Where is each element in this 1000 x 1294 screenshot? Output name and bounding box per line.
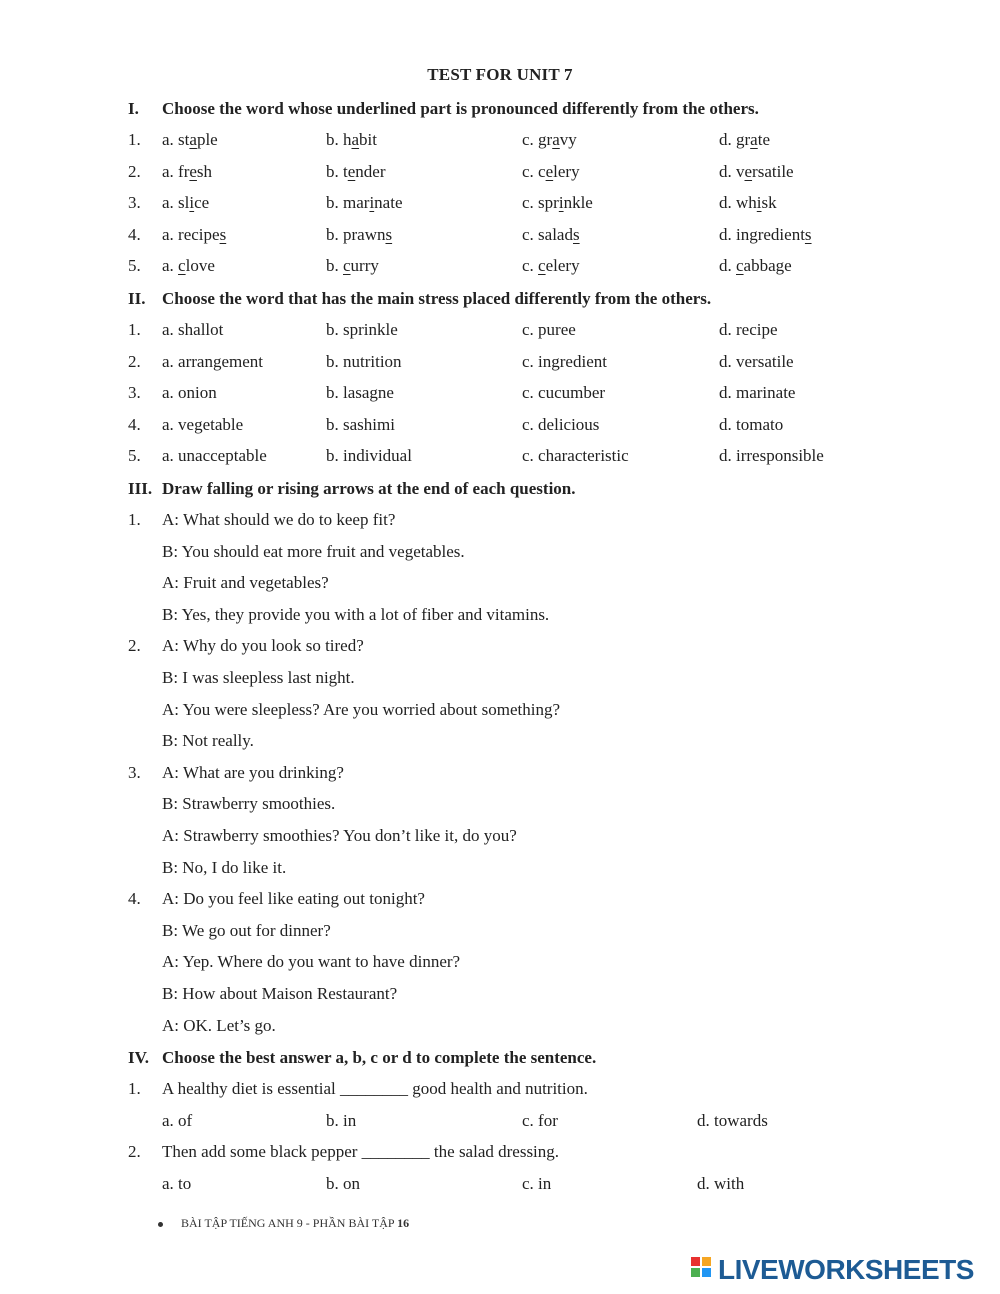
- answer-option[interactable]: [522, 254, 580, 278]
- section-2-header: [0, 287, 1000, 311]
- question-stem: Then add some black pepper ________ the salad dressing.: [162, 1142, 560, 1161]
- brand-name: LIVEWORKSHEETS: [718, 1254, 974, 1285]
- answer-option[interactable]: a. to: [162, 1174, 192, 1193]
- option-text: love: [185, 256, 215, 275]
- dialogue-text: B: You should eat more fruit and vegetables.: [162, 542, 465, 561]
- answer-option[interactable]: [162, 223, 226, 247]
- question-number: 5.: [128, 256, 141, 275]
- dialogue-line: [0, 761, 1000, 785]
- answer-option[interactable]: [162, 160, 212, 184]
- answer-option[interactable]: c. for: [522, 1111, 558, 1130]
- option-text: sk: [761, 193, 777, 212]
- dialogue-line: [0, 729, 1000, 753]
- section-number: I.: [128, 99, 139, 118]
- answer-option[interactable]: d. recipe: [719, 320, 778, 339]
- answer-option[interactable]: d. tomato: [719, 415, 784, 434]
- dialogue-line: [0, 919, 1000, 943]
- answer-option[interactable]: [719, 254, 792, 278]
- answer-option[interactable]: d. irresponsible: [719, 446, 824, 465]
- section-number: IV.: [128, 1048, 149, 1067]
- dialogue-line: [0, 792, 1000, 816]
- question-number: 2.: [128, 162, 141, 181]
- question-number: 2.: [128, 1142, 141, 1161]
- section-number: II.: [128, 289, 146, 308]
- answer-option[interactable]: d. with: [697, 1174, 745, 1193]
- question-row: [0, 444, 1000, 468]
- option-text: d. wh: [719, 193, 757, 212]
- underlined-letter: a: [189, 130, 197, 149]
- liveworksheets-mark-icon: [691, 1257, 715, 1283]
- question-row: [0, 1077, 1000, 1101]
- option-text: b. prawn: [326, 225, 386, 244]
- underlined-letter: e: [744, 162, 753, 181]
- underlined-letter: a: [351, 130, 360, 149]
- option-text: c.: [522, 256, 539, 275]
- section-heading: Choose the word whose underlined part is pronounced differently from the others.: [162, 99, 759, 118]
- underlined-letter: c: [178, 256, 186, 275]
- answer-option[interactable]: [326, 223, 392, 247]
- dialogue-line: [0, 634, 1000, 658]
- liveworksheets-logo[interactable]: [691, 1253, 991, 1287]
- answer-option[interactable]: c. puree: [522, 320, 576, 339]
- question-row: [0, 413, 1000, 437]
- underlined-letter: e: [347, 162, 356, 181]
- option-text: a. sl: [162, 193, 190, 212]
- question-number: 4.: [128, 889, 141, 908]
- question-row: [0, 128, 1000, 152]
- dialogue-text: B: How about Maison Restaurant?: [162, 984, 398, 1003]
- dialogue-line: [0, 856, 1000, 880]
- section-heading: Choose the word that has the main stress placed differently from the others.: [162, 289, 712, 308]
- section-3-header: [0, 477, 1000, 501]
- dialogue-line: [0, 950, 1000, 974]
- option-text: rsatile: [752, 162, 794, 181]
- dialogue-line: [0, 698, 1000, 722]
- dialogue-text: A: Strawberry smoothies? You don’t like it, do you?: [162, 826, 517, 845]
- dialogue-line: [0, 887, 1000, 911]
- answer-option[interactable]: [719, 128, 770, 152]
- dialogue-line: [0, 666, 1000, 690]
- option-text: vy: [559, 130, 577, 149]
- option-text: urry: [350, 256, 379, 275]
- underlined-letter: c: [343, 256, 351, 275]
- answer-option[interactable]: d. marinate: [719, 383, 796, 402]
- option-text: b. mar: [326, 193, 370, 212]
- question-number: 1.: [128, 130, 141, 149]
- answer-option[interactable]: c. cucumber: [522, 383, 606, 402]
- question-number: 3.: [128, 763, 141, 782]
- option-text: b. t: [326, 162, 348, 181]
- option-text: nder: [355, 162, 386, 181]
- dialogue-text: A: OK. Let’s go.: [162, 1016, 276, 1035]
- question-number: 1.: [128, 320, 141, 339]
- question-number: 4.: [128, 225, 141, 244]
- answer-option[interactable]: b. sashimi: [326, 415, 395, 434]
- dialogue-text: A: What should we do to keep fit?: [162, 510, 396, 529]
- option-text: bit: [359, 130, 377, 149]
- answer-option[interactable]: [326, 254, 379, 278]
- question-number: 1.: [128, 1079, 141, 1098]
- answer-option[interactable]: b. in: [326, 1111, 357, 1130]
- answer-option[interactable]: [162, 254, 215, 278]
- underlined-letter: i: [189, 193, 195, 212]
- section-number: III.: [128, 479, 153, 498]
- option-text: d. gr: [719, 130, 751, 149]
- question-row: [0, 254, 1000, 278]
- question-number: 4.: [128, 415, 141, 434]
- answer-option[interactable]: a. onion: [162, 383, 217, 402]
- footer-page-number: 16: [397, 1216, 410, 1230]
- dialogue-line: [0, 508, 1000, 532]
- question-number: 2.: [128, 352, 141, 371]
- question-row: [0, 381, 1000, 405]
- answer-option[interactable]: [162, 191, 209, 215]
- answer-option[interactable]: b. individual: [326, 446, 412, 465]
- answer-option[interactable]: b. on: [326, 1174, 360, 1193]
- answer-option[interactable]: [719, 191, 777, 215]
- dialogue-line: [0, 603, 1000, 627]
- option-text: c. gr: [522, 130, 553, 149]
- dialogue-text: B: I was sleepless last night.: [162, 668, 355, 687]
- dialogue-text: B: Yes, they provide you with a lot of fiber and vitamins.: [162, 605, 550, 624]
- underlined-letter: s: [219, 225, 227, 244]
- underlined-letter: a: [750, 130, 758, 149]
- underlined-letter: c: [538, 256, 546, 275]
- answer-option[interactable]: a. shallot: [162, 320, 224, 339]
- answer-option[interactable]: [162, 128, 218, 152]
- dialogue-line: [0, 824, 1000, 848]
- underlined-letter: s: [572, 225, 580, 244]
- answer-option[interactable]: d. towards: [697, 1111, 768, 1130]
- underlined-letter: a: [552, 130, 560, 149]
- answer-option[interactable]: [522, 160, 580, 184]
- answer-option[interactable]: b. sprinkle: [326, 320, 398, 339]
- section-1-header: [0, 97, 1000, 121]
- answer-option[interactable]: [719, 223, 812, 247]
- option-text: nkle: [563, 193, 593, 212]
- answer-option[interactable]: d. versatile: [719, 352, 794, 371]
- underlined-letter: i: [558, 193, 564, 212]
- option-text: sh: [196, 162, 213, 181]
- answer-option[interactable]: [719, 160, 794, 184]
- answer-option[interactable]: [522, 191, 593, 215]
- dialogue-text: B: We go out for dinner?: [162, 921, 331, 940]
- underlined-letter: i: [756, 193, 762, 212]
- option-text: a.: [162, 256, 179, 275]
- question-row: [0, 350, 1000, 374]
- answer-option[interactable]: b. nutrition: [326, 352, 402, 371]
- dialogue-text: A: Why do you look so tired?: [162, 636, 364, 655]
- option-text: ce: [194, 193, 210, 212]
- question-number: 3.: [128, 383, 141, 402]
- answer-option[interactable]: c. characteristic: [522, 446, 629, 465]
- answer-option[interactable]: c. ingredient: [522, 352, 607, 371]
- option-text: c. c: [522, 162, 546, 181]
- option-text: ple: [196, 130, 218, 149]
- section-4-header: [0, 1046, 1000, 1070]
- answer-option[interactable]: a. arrangement: [162, 352, 263, 371]
- underlined-letter: i: [369, 193, 375, 212]
- dialogue-text: A: Yep. Where do you want to have dinner?: [162, 952, 461, 971]
- answer-option[interactable]: [522, 223, 580, 247]
- option-text: te: [757, 130, 770, 149]
- dialogue-text: B: No, I do like it.: [162, 858, 287, 877]
- footer-text: BÀI TẬP TIẾNG ANH 9 - PHẦN BÀI TẬP: [181, 1216, 395, 1230]
- dialogue-line: [0, 571, 1000, 595]
- answer-option[interactable]: a. of: [162, 1111, 193, 1130]
- question-number: 5.: [128, 446, 141, 465]
- underlined-letter: s: [804, 225, 812, 244]
- question-stem: A healthy diet is essential ________ good health and nutrition.: [162, 1079, 588, 1098]
- dialogue-text: B: Not really.: [162, 731, 254, 750]
- underlined-letter: s: [385, 225, 393, 244]
- answer-option[interactable]: [326, 191, 403, 215]
- question-row: [0, 1140, 1000, 1164]
- footer: [158, 1216, 409, 1231]
- question-number: 1.: [128, 510, 141, 529]
- dialogue-line: [0, 1014, 1000, 1038]
- option-text: b. h: [326, 130, 352, 149]
- underlined-letter: e: [189, 162, 197, 181]
- dialogue-text: B: Strawberry smoothies.: [162, 794, 336, 813]
- answer-option[interactable]: [522, 128, 577, 152]
- options-row: [0, 1172, 1000, 1196]
- underlined-letter: e: [545, 162, 554, 181]
- answer-option[interactable]: b. lasagne: [326, 383, 394, 402]
- dialogue-text: A: What are you drinking?: [162, 763, 344, 782]
- answer-option[interactable]: c. delicious: [522, 415, 600, 434]
- options-row: [0, 1109, 1000, 1133]
- page-title: TEST FOR UNIT 7: [427, 65, 573, 84]
- question-row: [0, 318, 1000, 342]
- dialogue-text: A: Fruit and vegetables?: [162, 573, 329, 592]
- underlined-letter: c: [736, 256, 744, 275]
- dialogue-line: [0, 982, 1000, 1006]
- option-text: a. recipe: [162, 225, 220, 244]
- option-text: d.: [719, 256, 736, 275]
- option-text: a. st: [162, 130, 190, 149]
- option-text: c. spr: [522, 193, 559, 212]
- dialogue-text: A: Do you feel like eating out tonight?: [162, 889, 425, 908]
- option-text: abbage: [743, 256, 792, 275]
- option-text: nate: [374, 193, 403, 212]
- question-number: 2.: [128, 636, 141, 655]
- section-heading: Draw falling or rising arrows at the end of each question.: [162, 479, 576, 498]
- section-heading: Choose the best answer a, b, c or d to complete the sentence.: [162, 1048, 597, 1067]
- option-text: d. ingredient: [719, 225, 805, 244]
- question-row: [0, 160, 1000, 184]
- option-text: elery: [545, 256, 580, 275]
- answer-option[interactable]: [326, 160, 386, 184]
- option-text: lery: [553, 162, 580, 181]
- question-row: [0, 191, 1000, 215]
- dialogue-line: [0, 540, 1000, 564]
- answer-option[interactable]: c. in: [522, 1174, 552, 1193]
- bullet-icon: [158, 1222, 163, 1227]
- question-number: 3.: [128, 193, 141, 212]
- answer-option[interactable]: a. unacceptable: [162, 446, 267, 465]
- option-text: a. fr: [162, 162, 190, 181]
- answer-option[interactable]: [326, 128, 377, 152]
- option-text: d. v: [719, 162, 745, 181]
- option-text: b.: [326, 256, 343, 275]
- dialogue-text: A: You were sleepless? Are you worried about something?: [162, 700, 561, 719]
- question-row: [0, 223, 1000, 247]
- answer-option[interactable]: a. vegetable: [162, 415, 244, 434]
- option-text: c. salad: [522, 225, 573, 244]
